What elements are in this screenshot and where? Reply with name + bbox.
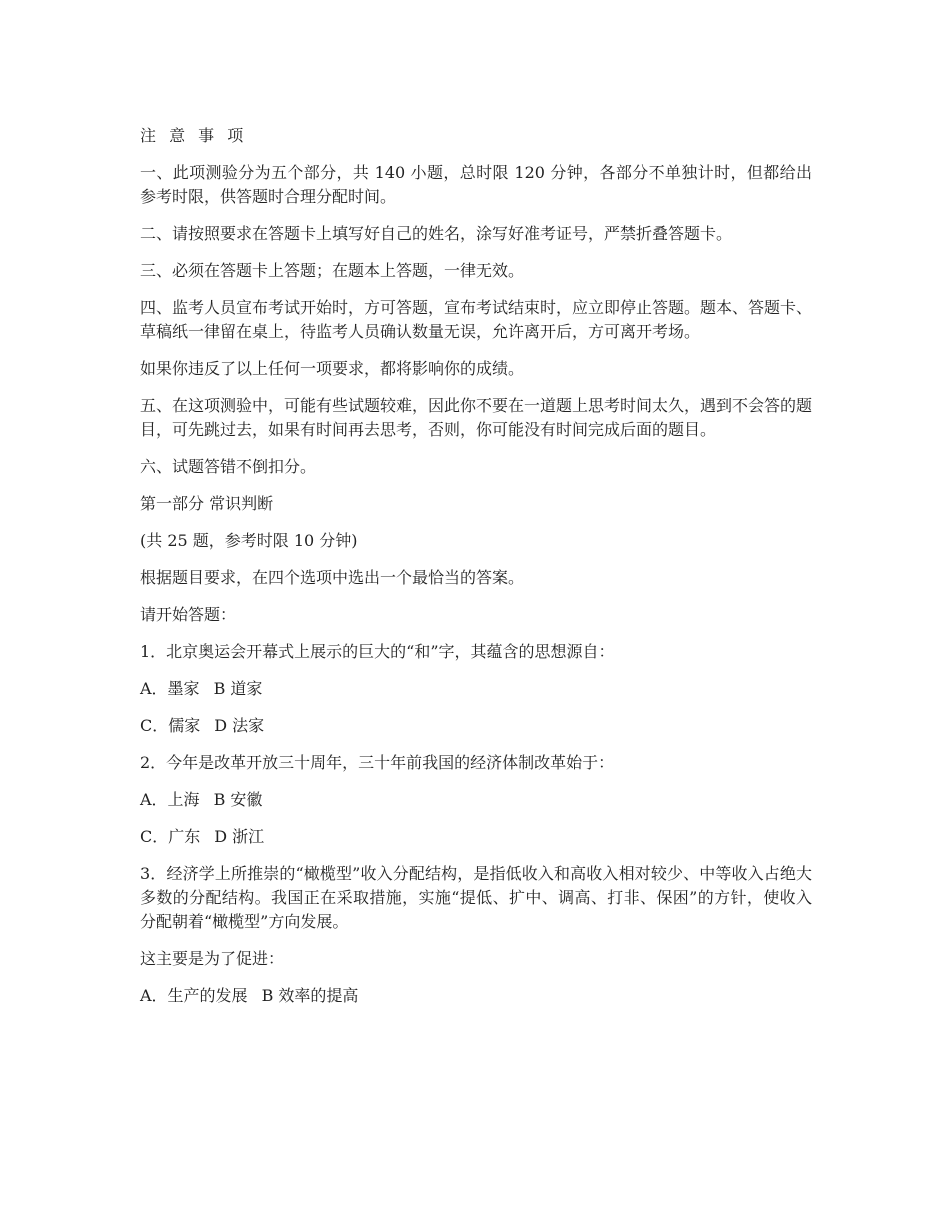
question-2-stem: 2．今年是改革开放三十周年，三十年前我国的经济体制改革始于： [140,753,615,772]
notice-item-2: 二、请按照要求在答题卡上填写好自己的姓名，涂写好准考证号，严禁折叠答题卡。 [140,224,733,243]
question-2-options-ab [140,788,812,812]
start-prompt: 请开始答题： [140,605,237,624]
question-3-continuation: 这主要是为了促进： [140,949,285,968]
question-1-options-cd [140,714,812,738]
section-subtitle: (共 25 题，参考时限 10 分钟) [140,531,358,550]
exam-page [140,124,812,1021]
question-2-options-cd [140,825,812,849]
option-c: C．广东 [140,827,201,846]
option-a: A．生产的发展 [140,986,248,1005]
section-title: 第一部分 常识判断 [140,494,274,513]
question-3-options-ab [140,984,812,1008]
notice-item-5: 五、在这项测验中，可能有些试题较难，因此你不要在一道题上思考时间太久，遇到不会答的题目，可先跳过去，如果有时间再去思考，否则，你可能没有时间完成后面的题目。 [140,396,813,439]
notice-item-6: 六、试题答错不倒扣分。 [140,457,317,476]
notice-title: 注 意 事 项 [140,126,248,145]
notice-warning: 如果你违反了以上任何一项要求，都将影响你的成绩。 [140,359,525,378]
notice-item-1: 一、此项测验分为五个部分，共 140 小题，总时限 120 分钟，各部分不单独计时，但都给出参考时限，供答题时合理分配时间。 [140,163,812,206]
question-1-options-ab [140,677,812,701]
option-b: B 效率的提高 [261,986,359,1005]
question-3-stem: 3．经济学上所推崇的“橄榄型”收入分配结构，是指低收入和高收入相对较少、中等收入占绝大多数的分配结构。我国正在采取措施，实施“提低、扩中、调高、打非、保困”的方针，使收入分配朝着“橄榄型”方向发展。 [140,864,812,931]
section-instruction: 根据题目要求，在四个选项中选出一个最恰当的答案。 [140,568,525,587]
option-b: B 安徽 [213,790,263,809]
option-b: B 道家 [213,679,263,698]
option-a: A．上海 [140,790,200,809]
option-a: A．墨家 [140,679,200,698]
notice-item-3: 三、必须在答题卡上答题；在题本上答题，一律无效。 [140,261,525,280]
option-d: D 浙江 [214,827,265,846]
option-d: D 法家 [214,716,265,735]
question-1-stem: 1．北京奥运会开幕式上展示的巨大的“和”字，其蕴含的思想源自： [140,642,615,661]
notice-item-4: 四、监考人员宣布考试开始时，方可答题，宣布考试结束时，应立即停止答题。题本、答题卡、草稿纸一律留在桌上，待监考人员确认数量无误，允许离开后，方可离开考场。 [140,298,813,341]
option-c: C．儒家 [140,716,201,735]
